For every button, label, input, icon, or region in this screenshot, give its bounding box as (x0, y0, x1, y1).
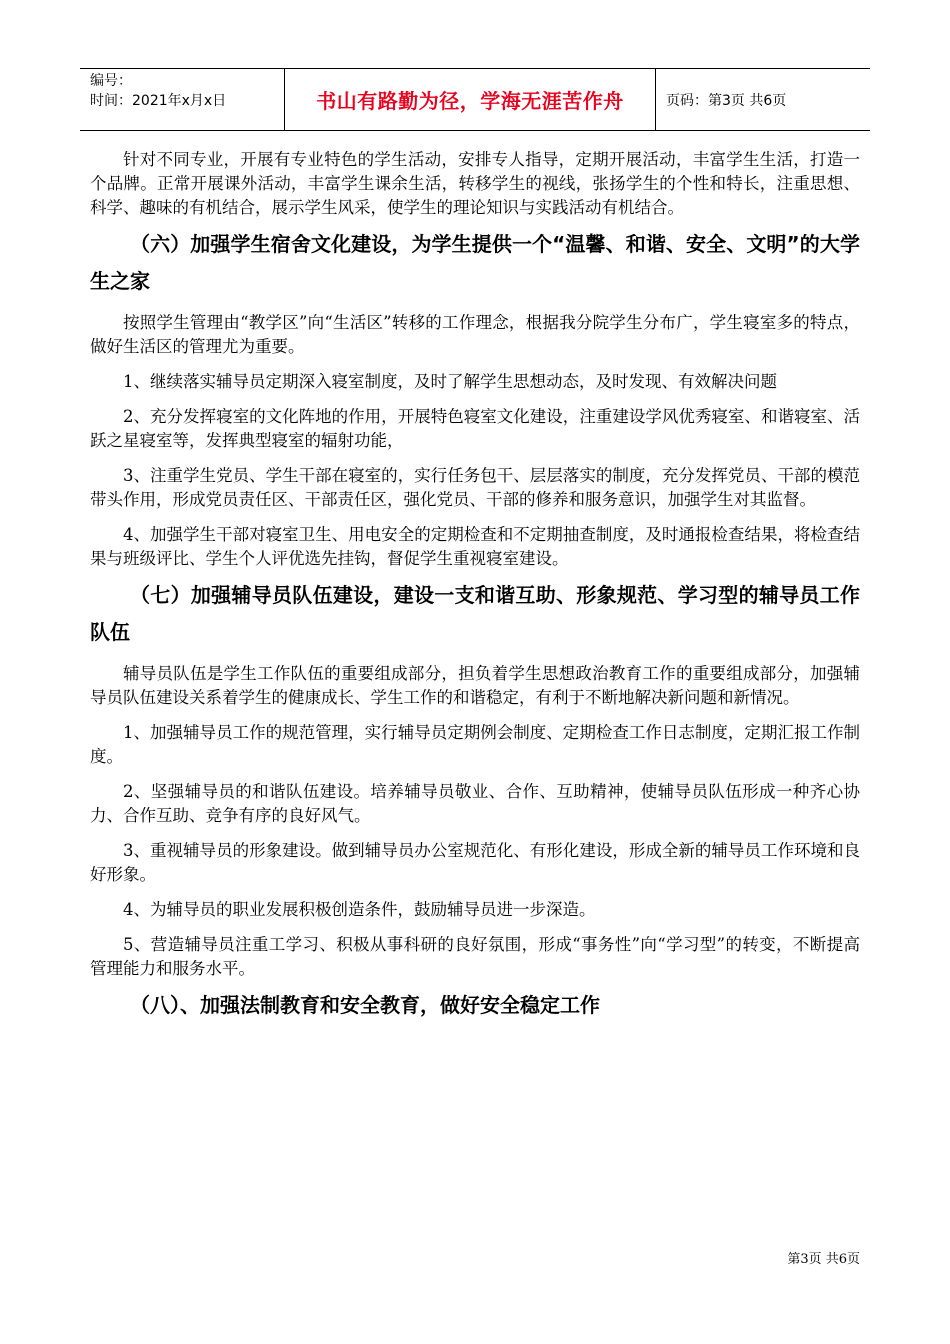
list-item-dorm-1: 1、继续落实辅导员定期深入寝室制度，及时了解学生思想动态，及时发现、有效解决问题 (123, 372, 777, 391)
document-date: 时间：2021年x月x日 (90, 93, 227, 109)
page-footer-number: 第3页 共6页 (787, 1252, 860, 1267)
list-item-dorm-3: 3、注重学生党员、学生干部在寝室的，实行任务包干、层层落实的制度，充分发挥党员、干部的模范带头作用，形成党员责任区、干部责任区，强化党员、干部的修养和服务意识，加强学生对其监督。 (90, 466, 860, 509)
list-item-dorm-4: 4、加强学生干部对寝室卫生、用电安全的定期检查和不定期抽查制度，及时通报检查结果，将检查结果与班级评比、学生个人评优选先挂钩，督促学生重视寝室建设。 (90, 525, 860, 568)
list-item-dorm-2: 2、充分发挥寝室的文化阵地的作用，开展特色寝室文化建设，注重建设学风优秀寝室、和谐寝室、活跃之星寝室等，发挥典型寝室的辐射功能， (90, 407, 860, 450)
document-number-label: 编号： (90, 73, 132, 89)
list-item-counselor-3: 3、重视辅导员的形象建设。做到辅导员办公室规范化、有形化建设，形成全新的辅导员工作环境和良好形象。 (90, 841, 860, 884)
paragraph-activities: 针对不同专业，开展有专业特色的学生活动，安排专人指导，定期开展活动，丰富学生生活，打造一个品牌。正常开展课外活动，丰富学生课余生活，转移学生的视线，张扬学生的个性和特长，注重思想、科学、趣味的有机结合，展示学生风采，使学生的理论知识与实践活动有机结合。 (90, 150, 860, 217)
document-body (90, 148, 860, 1024)
page-header (80, 68, 870, 131)
list-item-counselor-4: 4、为辅导员的职业发展积极创造条件，鼓励辅导员进一步深造。 (123, 900, 596, 919)
section-heading-8: （八）、加强法制教育和安全教育，做好安全稳定工作 (130, 993, 600, 1017)
header-page-info: 页码：第3页 共6页 (666, 92, 787, 109)
section-heading-6: （六）加强学生宿舍文化建设，为学生提供一个“温馨、和谐、安全、文明”的大学生之家 (90, 232, 860, 293)
header-meta (90, 71, 280, 111)
paragraph-counselor-intro: 辅导员队伍是学生工作队伍的重要组成部分，担负着学生思想政治教育工作的重要组成部分，加强辅导员队伍建设关系着学生的健康成长、学生工作的和谐稳定，有利于不断地解决新问题和新情况。 (90, 664, 860, 707)
list-item-counselor-5: 5、营造辅导员注重工学习、积极从事科研的良好氛围，形成“事务性”向“学习型”的转变，不断提高管理能力和服务水平。 (90, 935, 860, 978)
paragraph-dorm-intro: 按照学生管理由“教学区”向“生活区”转移的工作理念，根据我分院学生分布广，学生寝室多的特点，做好生活区的管理尤为重要。 (90, 313, 860, 356)
list-item-counselor-1: 1、加强辅导员工作的规范管理，实行辅导员定期例会制度、定期检查工作日志制度，定期汇报工作制度。 (90, 723, 860, 766)
list-item-counselor-2: 2、坚强辅导员的和谐队伍建设。培养辅导员敬业、合作、互助精神，使辅导员队伍形成一种齐心协力、合作互助、竞争有序的良好风气。 (90, 782, 860, 825)
header-motto: 书山有路勤为径，学海无涯苦作舟 (284, 69, 656, 130)
section-heading-7: （七）加强辅导员队伍建设，建设一支和谐互助、形象规范、学习型的辅导员工作队伍 (90, 583, 860, 644)
